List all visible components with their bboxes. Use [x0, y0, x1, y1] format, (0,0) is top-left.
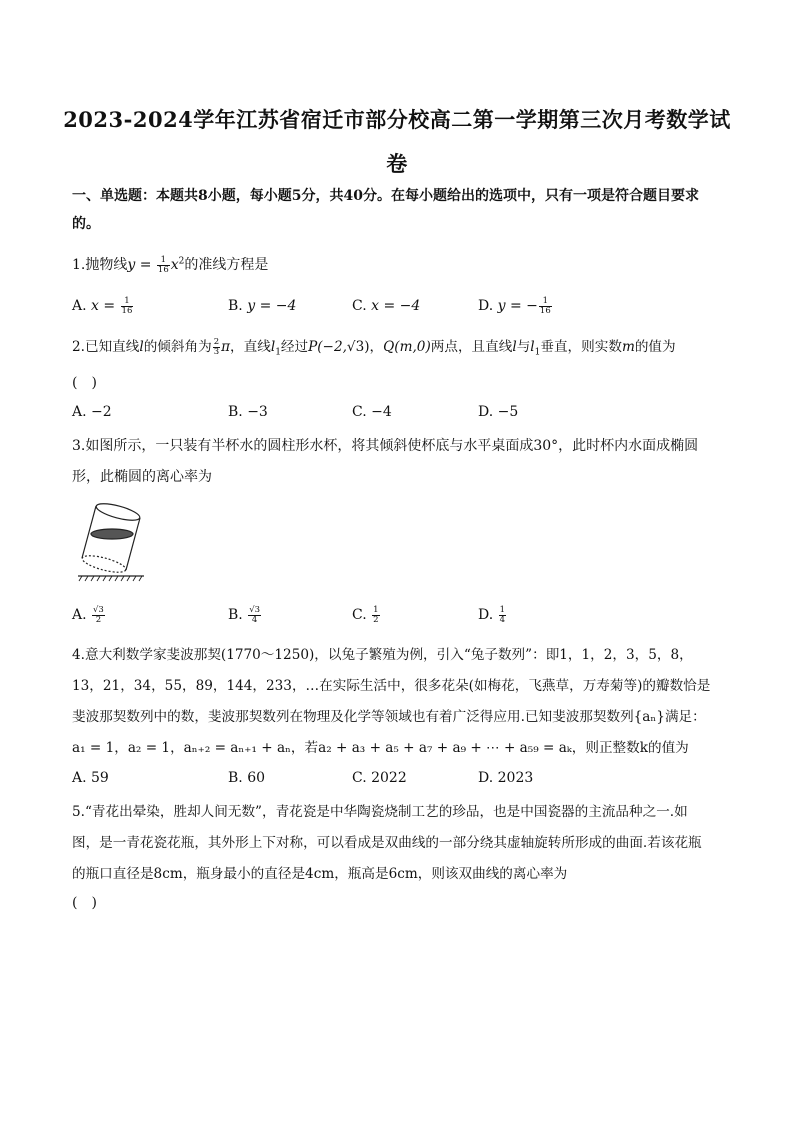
q3-option-b[interactable] [228, 605, 262, 625]
q2-text-3: ，直线 [230, 339, 271, 355]
frac-num: 1 [121, 297, 134, 307]
q1-option-a[interactable] [72, 296, 134, 316]
q1-option-c[interactable] [352, 296, 420, 316]
q2-text-1: 2.已知直线 [72, 339, 140, 355]
frac-den: 4 [499, 614, 506, 625]
tilted-cup-figure [74, 500, 146, 584]
q5-answer-bracket: ( ) [72, 895, 97, 911]
option-label: A. [72, 607, 87, 623]
q2-pi: π [221, 339, 231, 355]
q4-option-b[interactable]: B. 60 [228, 770, 266, 786]
q5-line-2: 图，是一青花瓷花瓶，其外形上下对称，可以看成是双曲线的一部分绕其虚轴旋转所形成的曲面.若该花瓶 [72, 835, 702, 851]
exam-title [60, 98, 734, 186]
q1-fraction [157, 256, 170, 275]
q5-line-3: 的瓶口直径是8cm，瓶身最小的直径是4cm，瓶高是6cm，则该双曲线的离心率为 [72, 866, 568, 882]
option-expr: x = −4 [371, 298, 421, 314]
q2-text-4: 经过 [280, 339, 309, 355]
q4-option-c[interactable]: C. 2022 [352, 770, 407, 786]
frac-den: 16 [121, 305, 133, 316]
frac-den: 3 [213, 347, 220, 357]
q2-text-8: 垂直，则实数 [540, 339, 622, 355]
q4-line-4: a₁ = 1，a₂ = 1，aₙ₊₂ = aₙ₊₁ + aₙ，若a₂ + a₃ + a₅ + a₇ + a₉ + ⋯ + a₅₉ = aₖ，则正整数k的值为 [72, 740, 689, 756]
q2-text-2: 的倾斜角为 [143, 339, 212, 355]
q2-var-l: l [512, 339, 517, 355]
option-label: C. [352, 298, 367, 314]
q2-point-p: P(−2, [308, 339, 347, 355]
q2-text-5: )， [364, 339, 384, 355]
q2-var-l1: l [530, 339, 535, 355]
option-fraction [539, 297, 552, 316]
q5-line-1: 5.“青花出晕染，胜却人间无数”，青花瓷是中华陶瓷烧制工艺的珍品，也是中国瓷器的主流品种之一.如 [72, 804, 688, 820]
q2-var-m: m [621, 339, 635, 355]
q4-line-1: 4.意大利数学家斐波那契(1770～1250)，以兔子繁殖为例，引入“兔子数列”：即1，1，2，3，5，8， [72, 647, 693, 663]
frac-num: 2 [213, 337, 220, 347]
option-label: A. [72, 298, 87, 314]
frac-den: 2 [373, 614, 379, 625]
q1-frac-den: 16 [157, 264, 169, 275]
frac-num: 1 [373, 604, 379, 615]
option-fraction [121, 297, 134, 316]
q3-option-a[interactable] [72, 605, 106, 625]
frac-num: 1 [539, 297, 552, 307]
cup-rim [95, 500, 142, 523]
q1-prefix: 1.抛物线 [72, 257, 128, 273]
q2-var-l1: l [270, 339, 276, 355]
q4-option-d[interactable]: D. 2023 [478, 770, 534, 786]
cup-right-edge [126, 518, 140, 570]
q2-text-6: 两点，且直线 [430, 339, 513, 355]
option-label: B. [228, 607, 243, 623]
option-expr: x = [91, 298, 120, 314]
option-label: D. [478, 298, 494, 314]
q3-option-d[interactable] [478, 605, 507, 625]
title-line-2: 卷 [386, 151, 408, 176]
q1-option-b[interactable] [228, 296, 296, 316]
q2-answer-bracket: ( ) [72, 375, 97, 391]
q2-sqrt: √3 [346, 339, 365, 355]
q2-var-l: l [139, 339, 144, 355]
frac-num: √3 [249, 604, 261, 615]
q2-sub-1: 1 [534, 347, 541, 358]
q3-option-c[interactable] [352, 605, 381, 625]
q1-eq-rhs: x [170, 257, 179, 273]
table-hatch [79, 576, 142, 581]
q2-text-7: 与 [516, 339, 531, 355]
q2-fraction [213, 338, 220, 357]
option-fraction [248, 606, 261, 625]
q2-option-a[interactable]: A. −2 [72, 404, 112, 420]
section-heading-line-2: 的。 [72, 216, 100, 232]
option-expr: y = − [497, 298, 538, 314]
q2-point-q: Q(m,0) [383, 339, 431, 355]
section-heading-line-1: 一、单选题：本题共8小题，每小题5分，共40分。在每小题给出的选项中，只有一项是符合题目要求 [72, 188, 699, 204]
frac-den: 2 [95, 614, 102, 625]
q1-option-d[interactable] [478, 296, 553, 316]
q2-option-c[interactable]: C. −4 [352, 404, 392, 420]
option-label: C. [352, 607, 367, 623]
q2-option-b[interactable]: B. −3 [228, 404, 268, 420]
cup-bottom [81, 552, 128, 575]
q3-line-2: 形，此椭圆的离心率为 [72, 469, 212, 485]
q3-line-1: 3.如图所示，一只装有半杯水的圆柱形水杯，将其倾斜使杯底与水平桌面成30°，此时杯内水面成椭圆 [72, 438, 699, 454]
option-fraction [499, 606, 506, 625]
q2-option-d[interactable]: D. −5 [478, 404, 519, 420]
title-line-1: 2023-2024学年江苏省宿迁市部分校高二第一学期第三次月考数学试 [63, 107, 731, 132]
q4-line-2: 13，21，34，55，89，144，233，…在实际生活中，很多花朵(如梅花，飞燕草，万寿菊等)的瓣数恰是 [72, 678, 711, 694]
q1-suffix: 的准线方程是 [184, 257, 269, 273]
q1-eq-lhs: y = [127, 257, 156, 273]
frac-den: 4 [251, 614, 258, 625]
frac-num: √3 [93, 604, 104, 615]
q2-sub-1: 1 [275, 347, 281, 358]
q1-sup: 2 [178, 256, 185, 267]
water-surface [91, 529, 133, 539]
frac-num: 1 [499, 604, 506, 615]
option-label: D. [478, 607, 494, 623]
option-fraction [372, 606, 379, 625]
question-1 [72, 255, 732, 275]
q2-text-9: 的值为 [634, 339, 676, 355]
q1-frac-num: 1 [157, 256, 170, 266]
q4-line-3: 斐波那契数列中的数，斐波那契数列在物理及化学等领域也有着广泛得应用.已知斐波那契数列{aₙ}满足： [72, 709, 706, 725]
option-expr: y = −4 [247, 298, 297, 314]
frac-den: 16 [539, 305, 551, 316]
question-2 [72, 337, 732, 357]
option-label: B. [228, 298, 243, 314]
option-fraction [92, 606, 105, 625]
q4-option-a[interactable]: A. 59 [72, 770, 109, 786]
